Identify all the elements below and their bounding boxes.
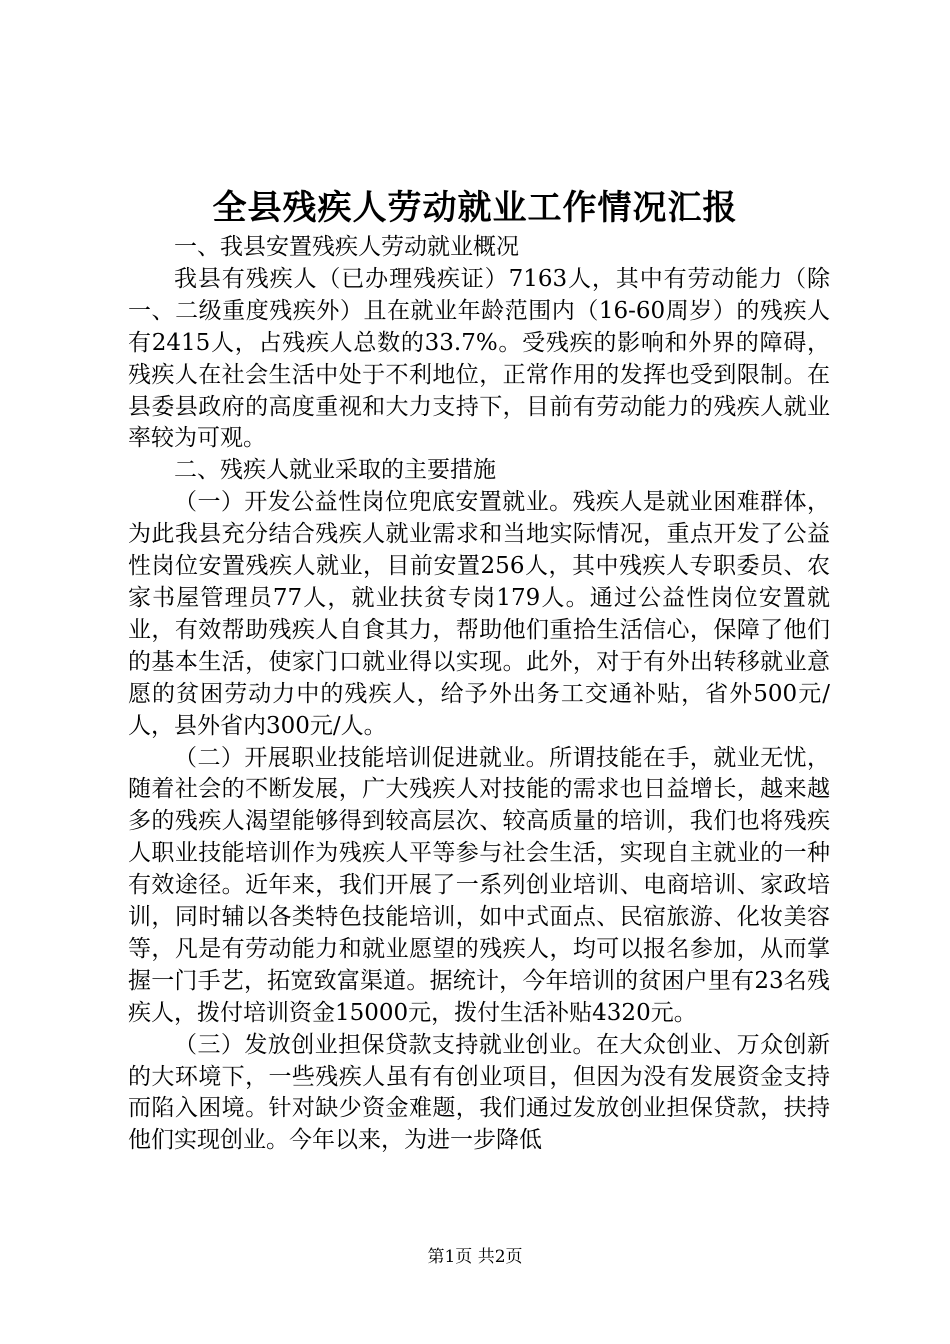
paragraph-overview: 我县有残疾人（已办理残疾证）7163人，其中有劳动能力（除一、二级重度残疾外）且在就业年龄范围内（16-60周岁）的残疾人有2415人，占残疾人总数的33.7%。受残疾的影响和外界的障碍，残疾人在社会生活中处于不利地位，正常作用的发挥也受到限制。在县委县政府的高度重视和大力支持下，目前有劳动能力的残疾人就业率较为可观。 (128, 265, 830, 452)
page-number-footer: 第1页 共2页 (427, 1247, 523, 1267)
section-heading-2: 二、残疾人就业采取的主要措施 (174, 457, 496, 484)
paragraph-measure-3: （三）发放创业担保贷款支持就业创业。在大众创业、万众创新的大环境下，一些残疾人虽有有创业项目，但因为没有发展资金支持而陷入困境。针对缺少资金难题，我们通过发放创业担保贷款，扶持他们实现创业。今年以来，为进一步降低 (128, 1031, 830, 1154)
paragraph-measure-1: （一）开发公益性岗位兜底安置就业。残疾人是就业困难群体，为此我县充分结合残疾人就业需求和当地实际情况，重点开发了公益性岗位安置残疾人就业，目前安置256人，其中残疾人专职委员、农家书屋管理员77人，就业扶贫专岗179人。通过公益性岗位安置就业，有效帮助残疾人自食其力，帮助他们重拾生活信心，保障了他们的基本生活，使家门口就业得以实现。此外，对于有外出转移就业意愿的贫困劳动力中的残疾人，给予外出务工交通补贴，省外500元/人，县外省内300元/人。 (128, 489, 830, 739)
paragraph-measure-2: （二）开展职业技能培训促进就业。所谓技能在手，就业无忧，随着社会的不断发展，广大残疾人对技能的需求也日益增长，越来越多的残疾人渴望能够得到较高层次、较高质量的培训，我们也将残疾人职业技能培训作为残疾人平等参与社会生活，实现自主就业的一种有效途径。近年来，我们开展了一系列创业培训、电商培训、家政培训，同时辅以各类特色技能培训，如中式面点、民宿旅游、化妆美容等，凡是有劳动能力和就业愿望的残疾人，均可以报名参加，从而掌握一门手艺，拓宽致富渠道。据统计，今年培训的贫困户里有23名残疾人，拨付培训资金15000元，拨付生活补贴4320元。 (128, 744, 830, 1026)
document-title: 全县残疾人劳动就业工作情况汇报 (212, 188, 738, 228)
section-heading-1: 一、我县安置残疾人劳动就业概况 (174, 234, 519, 260)
document-body (128, 232, 830, 1157)
